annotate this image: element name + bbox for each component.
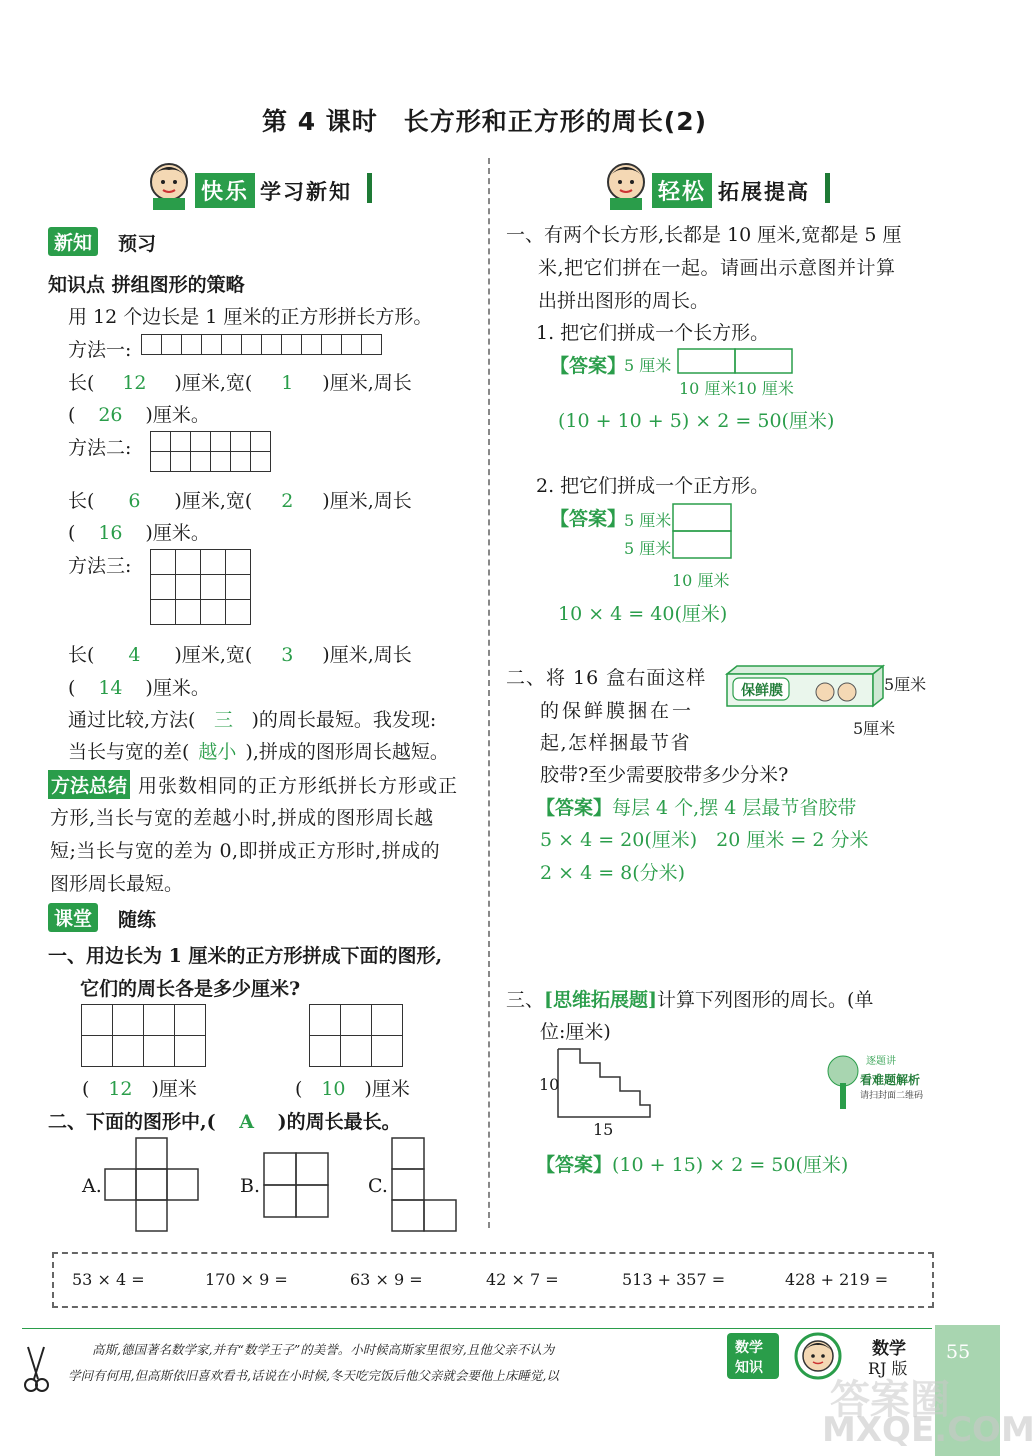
method2-grid — [150, 431, 271, 472]
qr-hint-bot: 请扫封面二维码 — [860, 1091, 924, 1101]
diff-answer: 越小 — [198, 741, 237, 763]
exercise-item: 42 × 7 = — [486, 1270, 559, 1289]
method3-length-answer: 4 — [128, 644, 141, 666]
footer-divider — [22, 1328, 932, 1329]
watermark-text: 答案圈 — [830, 1377, 950, 1423]
method3-label: 方法三: — [68, 555, 132, 577]
problem1-line2: 米,把它们拼在一起。请画出示意图并计算 — [538, 257, 896, 279]
box-height-label: 5厘米 — [884, 675, 927, 694]
summary-line4: 图形周长最短。 — [50, 873, 184, 895]
problem1-line1: 一、有两个长方形,长都是 10 厘米,宽都是 5 厘 — [506, 224, 902, 246]
exercise1-answer-a: ( 12 )厘米 — [82, 1078, 197, 1100]
banner-bar-left — [367, 173, 372, 203]
method2-line2: ( 16 )厘米。 — [68, 522, 210, 544]
footer-story-line2: 学问有何用,但高斯依旧喜欢看书,话说在小时候,冬天吃完饭后他父亲就会要他上床睡觉,以 — [68, 1368, 559, 1383]
sub2-calculation: 10 × 4 = 40(厘米) — [558, 603, 728, 625]
exercise2-answer: A — [239, 1111, 254, 1133]
sub1-rectangle-figure — [677, 348, 795, 376]
problem2-line4: 胶带?至少需要胶带多少分米? — [540, 764, 789, 786]
sub2-square-figure — [672, 503, 734, 561]
problem3-line2: 位:厘米) — [540, 1021, 611, 1043]
method1-length-answer: 12 — [122, 372, 147, 394]
tag-ketang-sub: 随练 — [118, 909, 157, 931]
method1-label: 方法一: — [68, 339, 132, 361]
option-b-figure — [263, 1152, 329, 1218]
wrap-box-label: 保鲜膜 — [741, 683, 783, 699]
exercise2-line: 二、下面的图形中,( A )的周长最长。 — [48, 1111, 401, 1133]
problem2-line2: 的保鲜膜捆在一 — [540, 700, 695, 722]
math-knowledge-badge — [727, 1333, 779, 1379]
exercise-item: 513 + 357 = — [622, 1270, 726, 1289]
student-avatar-icon — [143, 160, 195, 210]
method1-perimeter-answer: 26 — [98, 404, 123, 426]
method2-width-answer: 2 — [281, 490, 294, 512]
edition-label: RJ 版 — [868, 1359, 908, 1378]
method3-line1: 长( 4 )厘米,宽( 3 )厘米,周长 — [68, 644, 412, 666]
staircase-width-label: 15 — [593, 1120, 614, 1139]
student-avatar-icon — [600, 160, 652, 210]
sub2-length-label: 10 厘米 — [672, 571, 730, 590]
method1-line1: 长( 12 )厘米,宽( 1 )厘米,周长 — [68, 372, 412, 394]
intro-text: 用 12 个边长是 1 厘米的正方形拼长方形。 — [68, 306, 433, 328]
method2-line1: 长( 6 )厘米,宽( 2 )厘米,周长 — [68, 490, 412, 512]
page-number: 55 — [946, 1341, 971, 1363]
answer-tag-1: 【答案】 — [550, 355, 627, 377]
tag-ketang: 课堂 — [48, 903, 98, 932]
exercise1-figure-a — [81, 1004, 206, 1067]
method1-line2: ( 26 )厘米。 — [68, 404, 210, 426]
option-c-label: C. — [368, 1175, 388, 1197]
method2-label: 方法二: — [68, 437, 132, 459]
sub1-width-label: 5 厘米 — [624, 356, 672, 375]
method3-perimeter-answer: 14 — [98, 677, 123, 699]
method3-grid — [150, 549, 251, 625]
tag-xinzhi: 新知 — [48, 227, 98, 256]
qr-hint-top: 逐题讲 — [866, 1056, 896, 1067]
compare-answer: 三 — [213, 709, 233, 731]
exercise-item: 428 + 219 = — [785, 1270, 889, 1289]
badge-line1: 数学 — [735, 1340, 763, 1356]
problem1-sub2: 2. 把它们拼成一个正方形。 — [536, 475, 770, 497]
qr-hint-mid: 看难题解析 — [860, 1073, 921, 1087]
banner-bar-right — [825, 173, 830, 203]
banner-text-right: 拓展提高 — [718, 180, 810, 204]
problem1-sub1: 1. 把它们拼成一个长方形。 — [536, 322, 770, 344]
summary-line2: 方形,当长与宽的差越小时,拼成的图形周长越 — [50, 807, 434, 829]
method1-width-answer: 1 — [281, 372, 294, 394]
answer-tag-2: 【答案】 — [550, 508, 627, 530]
method3-line2: ( 14 )厘米。 — [68, 677, 210, 699]
staircase-figure — [556, 1047, 656, 1119]
footer-story-line1: 高斯,德国著名数学家,并有“数学王子”的美誉。小时候高斯家里很穷,且他父亲不认为 — [92, 1342, 555, 1357]
column-divider — [488, 158, 490, 1228]
problem2-answer-line3: 2 × 4 = 8(分米) — [540, 862, 686, 884]
problem1-line3: 出拼出图形的周长。 — [538, 290, 710, 312]
sub1-length-label: 10 厘米10 厘米 — [679, 379, 794, 398]
problem2-line3: 起,怎样捆最节省 — [540, 732, 692, 754]
exercise-item: 170 × 9 = — [205, 1270, 288, 1289]
option-a-label: A. — [82, 1175, 102, 1197]
exercise1-figure-b — [309, 1004, 403, 1067]
box-depth-label: 5厘米 — [853, 719, 896, 738]
staircase-height-label: 10 — [539, 1075, 560, 1094]
badge-line2: 知识 — [735, 1360, 763, 1376]
tree-icon — [826, 1053, 860, 1111]
summary-line1: 用张数相同的正方形纸拼长方形或正 — [138, 775, 459, 797]
sub1-calculation: (10 + 10 + 5) × 2 = 50(厘米) — [558, 410, 835, 432]
problem3-answer: 【答案】(10 + 15) × 2 = 50(厘米) — [536, 1154, 849, 1176]
option-b-label: B. — [240, 1175, 261, 1197]
knowledge-point: 知识点 拼组图形的策略 — [48, 274, 245, 296]
exercise-item: 63 × 9 = — [350, 1270, 423, 1289]
compare-line: 通过比较,方法( 三 )的周长最短。我发现: — [68, 705, 436, 732]
banner-qingsong: 轻松 — [652, 173, 712, 208]
method1-grid — [141, 334, 382, 355]
page-title: 第 4 课时 长方形和正方形的周长(2) — [262, 107, 708, 136]
exercise1-answer-b: ( 10 )厘米 — [295, 1078, 410, 1100]
sub2-width-label-2: 5 厘米 — [624, 539, 672, 558]
tag-xinzhi-sub: 预习 — [118, 233, 157, 255]
tag-method-summary: 方法总结 — [48, 770, 130, 799]
problem3-line1: 三、[思维拓展题]计算下列图形的周长。(单 — [506, 989, 874, 1011]
diff-line: 当长与宽的差( 越小 ),拼成的图形周长越短。 — [68, 737, 449, 764]
method3-width-answer: 3 — [281, 644, 294, 666]
watermark-url: MXQE.COM — [822, 1410, 1035, 1450]
banner-kuaile: 快乐 — [195, 173, 255, 208]
summary-line3: 短;当长与宽的差为 0,即拼成正方形时,拼成的 — [50, 840, 441, 862]
exercise-item: 53 × 4 = — [72, 1270, 145, 1289]
problem2-line1: 二、将 16 盒右面这样 — [506, 667, 707, 689]
problem2-answer-line2: 5 × 4 = 20(厘米) 20 厘米 = 2 分米 — [540, 829, 869, 851]
method2-perimeter-answer: 16 — [98, 522, 123, 544]
subject-label: 数学 — [872, 1339, 906, 1359]
scissors-icon — [22, 1345, 50, 1393]
banner-text-left: 学习新知 — [260, 180, 352, 204]
option-a-figure — [104, 1137, 200, 1233]
method2-length-answer: 6 — [128, 490, 141, 512]
sub2-width-label-1: 5 厘米 — [624, 511, 672, 530]
option-c-figure — [391, 1137, 457, 1233]
problem2-answer-line1: 【答案】每层 4 个,摆 4 层最节省胶带 — [536, 797, 857, 819]
exercise1-line1: 一、用边长为 1 厘米的正方形拼成下面的图形, — [48, 945, 443, 967]
exercise1-line2: 它们的周长各是多少厘米? — [80, 978, 301, 1000]
